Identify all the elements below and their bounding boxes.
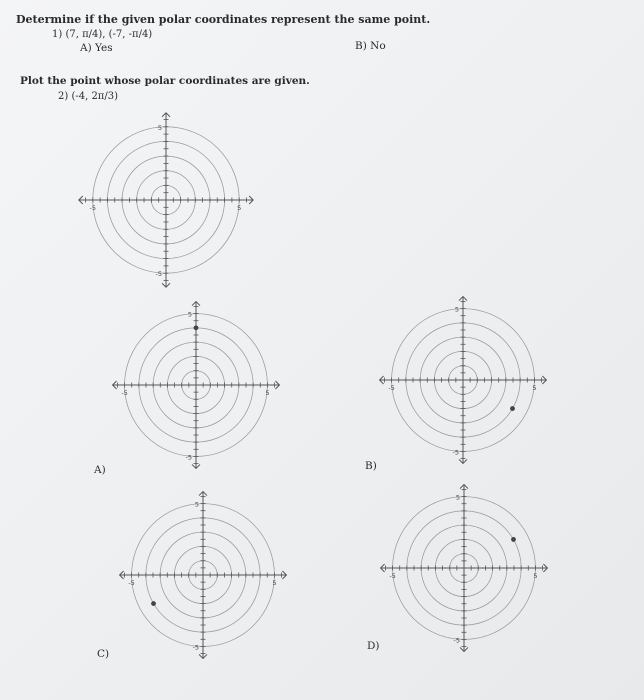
tick-label: -5 <box>185 453 192 462</box>
tick-label: -5 <box>128 579 135 587</box>
tick-label: -5 <box>452 448 459 457</box>
choice-c-label[interactable]: C) <box>97 648 110 660</box>
tick-label: 5 <box>455 493 460 502</box>
tick-label: 5 <box>187 310 192 319</box>
question-1-choice-b[interactable]: B) No <box>355 40 386 52</box>
tick-label: -5 <box>389 572 396 580</box>
tick-label: 5 <box>533 572 538 580</box>
choice-d-label[interactable]: D) <box>367 640 380 652</box>
tick-label: -5 <box>453 636 460 645</box>
question-2-label: 2) (-4, 2π/3) <box>58 91 119 102</box>
tick-label: 5 <box>157 123 162 132</box>
tick-label: -5 <box>388 384 395 392</box>
choice-b-label[interactable]: B) <box>365 460 377 472</box>
tick-label: 5 <box>194 500 199 509</box>
tick-label: -5 <box>89 204 97 212</box>
tick-label: 5 <box>265 389 270 397</box>
question-1-instruction: Determine if the given polar coordinates represent the same point. <box>16 13 431 26</box>
tick-label: -5 <box>121 389 128 397</box>
tick-label: -5 <box>155 270 162 279</box>
tick-label: 5 <box>237 204 242 212</box>
plotted-point <box>511 537 516 542</box>
choice-a-label[interactable]: A) <box>94 464 106 476</box>
question-1-choice-a[interactable]: A) Yes <box>80 42 113 54</box>
question-2-instruction: Plot the point whose polar coordinates are given. <box>20 75 310 87</box>
tick-label: 5 <box>532 384 537 392</box>
question-1-label: 1) (7, π/4), (-7, -π/4) <box>52 29 153 40</box>
tick-label: 5 <box>454 305 459 314</box>
tick-label: 5 <box>272 579 277 587</box>
tick-label: -5 <box>192 643 199 652</box>
